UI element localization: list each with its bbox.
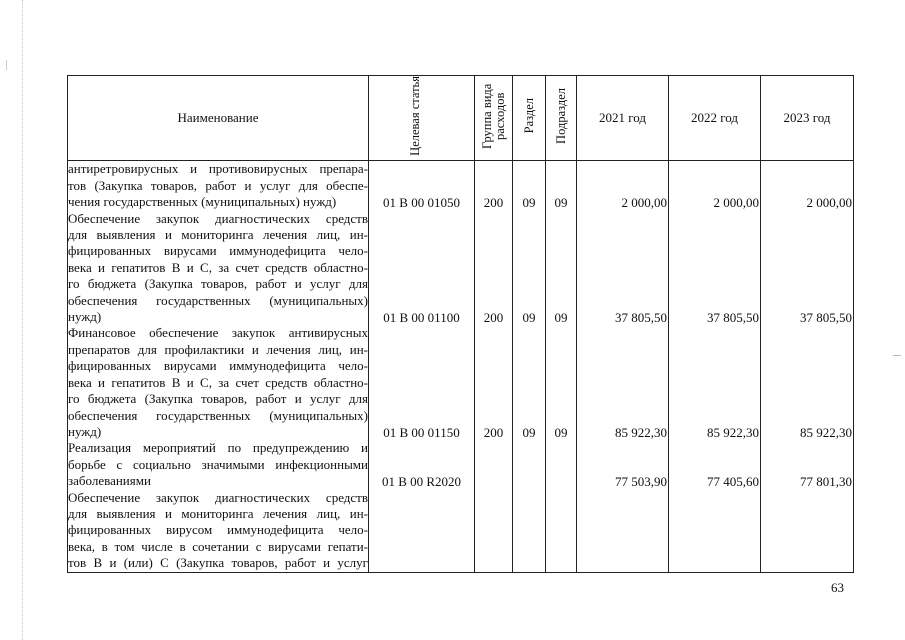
- cell-y2021: 37 805,50: [615, 310, 667, 325]
- header-year-2021: 2021 год: [577, 76, 669, 161]
- header-name: Наименование: [68, 76, 369, 161]
- name-line: препаратов для профилактики и лечения лиц, ин-: [68, 341, 368, 357]
- cell-y2022: 2 000,00: [713, 195, 759, 211]
- cell-y2021: 77 503,90: [615, 474, 667, 489]
- name-line: го бюджета (Закупка товаров, работ и услуг для: [68, 391, 368, 407]
- cell-y2022: 37 805,50: [707, 310, 759, 325]
- page-number: 63: [831, 580, 844, 595]
- name-line: века, в том числе в сочетании с вирусами гепати-: [68, 538, 368, 554]
- scan-corner-mark: [6, 60, 17, 70]
- header-year-2023: 2023 год: [761, 76, 854, 161]
- name-line: борьбе с социально значимыми инфекционными: [68, 456, 368, 472]
- cell-code: 01 В 00 R2020: [381, 474, 462, 489]
- cell-y2023: 77 801,30: [800, 474, 852, 489]
- name-line: фицированных вирусами иммунодефицита чело-: [68, 358, 368, 374]
- cell-y2023: 37 805,50: [800, 310, 852, 325]
- name-line: для выявления и мониторинга лечения лиц, ин-: [68, 227, 368, 243]
- year-2023-column: [761, 161, 854, 573]
- header-subsection: Подраздел: [546, 76, 577, 161]
- name-line: века и гепатитов В и С, за счет средств областно-: [68, 259, 368, 275]
- name-line: обеспечения государственных (муниципальных): [68, 407, 368, 423]
- name-line: чения государственных (муниципальных) нужд): [68, 194, 337, 210]
- name-line: для выявления и мониторинга лечения лиц, ин-: [68, 505, 368, 521]
- name-column-text: [68, 161, 369, 573]
- cell-code: 01 В 00 01150: [383, 424, 460, 440]
- expense-group-column: [475, 161, 513, 573]
- cell-section: 09: [522, 195, 536, 211]
- scan-margin-line: [22, 0, 24, 640]
- name-line: заболеваниями: [68, 473, 151, 489]
- name-line: века и гепатитов В и С, за счет средств областно-: [68, 374, 368, 390]
- table-body-row: [68, 161, 854, 573]
- cell-subsection: 09: [554, 195, 568, 211]
- header-year-2022: 2022 год: [669, 76, 761, 161]
- header-expense-group: Группа вида расходов: [475, 76, 513, 161]
- cell-code: 01 В 00 01050: [383, 195, 460, 211]
- cell-subsection: 09: [554, 424, 568, 440]
- cell-code: 01 В 00 01100: [383, 310, 460, 325]
- section-column: [513, 161, 546, 573]
- name-line: Финансовое обеспечение закупок антивирусных: [68, 325, 368, 341]
- name-line: антиретровирусных и противовирусных препара-: [68, 161, 368, 177]
- scan-edge-mark: [893, 355, 901, 356]
- cell-group: 200: [483, 310, 504, 325]
- year-2022-column: [669, 161, 761, 573]
- subsection-column: [546, 161, 577, 573]
- cell-group: 200: [483, 424, 504, 440]
- name-line: тов (Закупка товаров, работ и услуг для обеспе-: [68, 177, 368, 193]
- name-line: нужд): [68, 309, 102, 325]
- cell-y2021: 85 922,30: [615, 424, 667, 440]
- cell-y2021: 2 000,00: [621, 195, 667, 211]
- name-line: фицированных вирусами иммунодефицита чело-: [68, 243, 368, 259]
- year-2021-column: [577, 161, 669, 573]
- name-line: Реализация мероприятий по предупреждению и: [68, 440, 368, 456]
- name-line: тов В и (или) С (Закупка товаров, работ и услуг: [68, 555, 368, 571]
- name-line: Обеспечение закупок диагностических средств: [68, 489, 368, 505]
- cell-y2022: 77 405,60: [707, 474, 759, 489]
- name-line: обеспечения государственных (муниципальных): [68, 292, 368, 308]
- header-target-article: Целевая статья: [369, 76, 475, 161]
- name-line: го бюджета (Закупка товаров, работ и услуг для: [68, 276, 368, 292]
- budget-table: [67, 75, 854, 573]
- cell-y2022: 85 922,30: [707, 424, 759, 440]
- name-line: фицированных вирусом иммунодефицита чело-: [68, 522, 368, 538]
- cell-section: 09: [522, 424, 536, 440]
- header-section: Раздел: [513, 76, 546, 161]
- cell-section: 09: [522, 310, 536, 325]
- cell-subsection: 09: [554, 310, 568, 325]
- target-article-column: [369, 161, 475, 573]
- cell-y2023: 85 922,30: [800, 424, 852, 440]
- table-header-row: [68, 76, 854, 161]
- cell-group: 200: [483, 195, 504, 211]
- name-line: нужд): [68, 423, 102, 439]
- name-line: Обеспечение закупок диагностических средств: [68, 210, 368, 226]
- cell-y2023: 2 000,00: [806, 195, 852, 211]
